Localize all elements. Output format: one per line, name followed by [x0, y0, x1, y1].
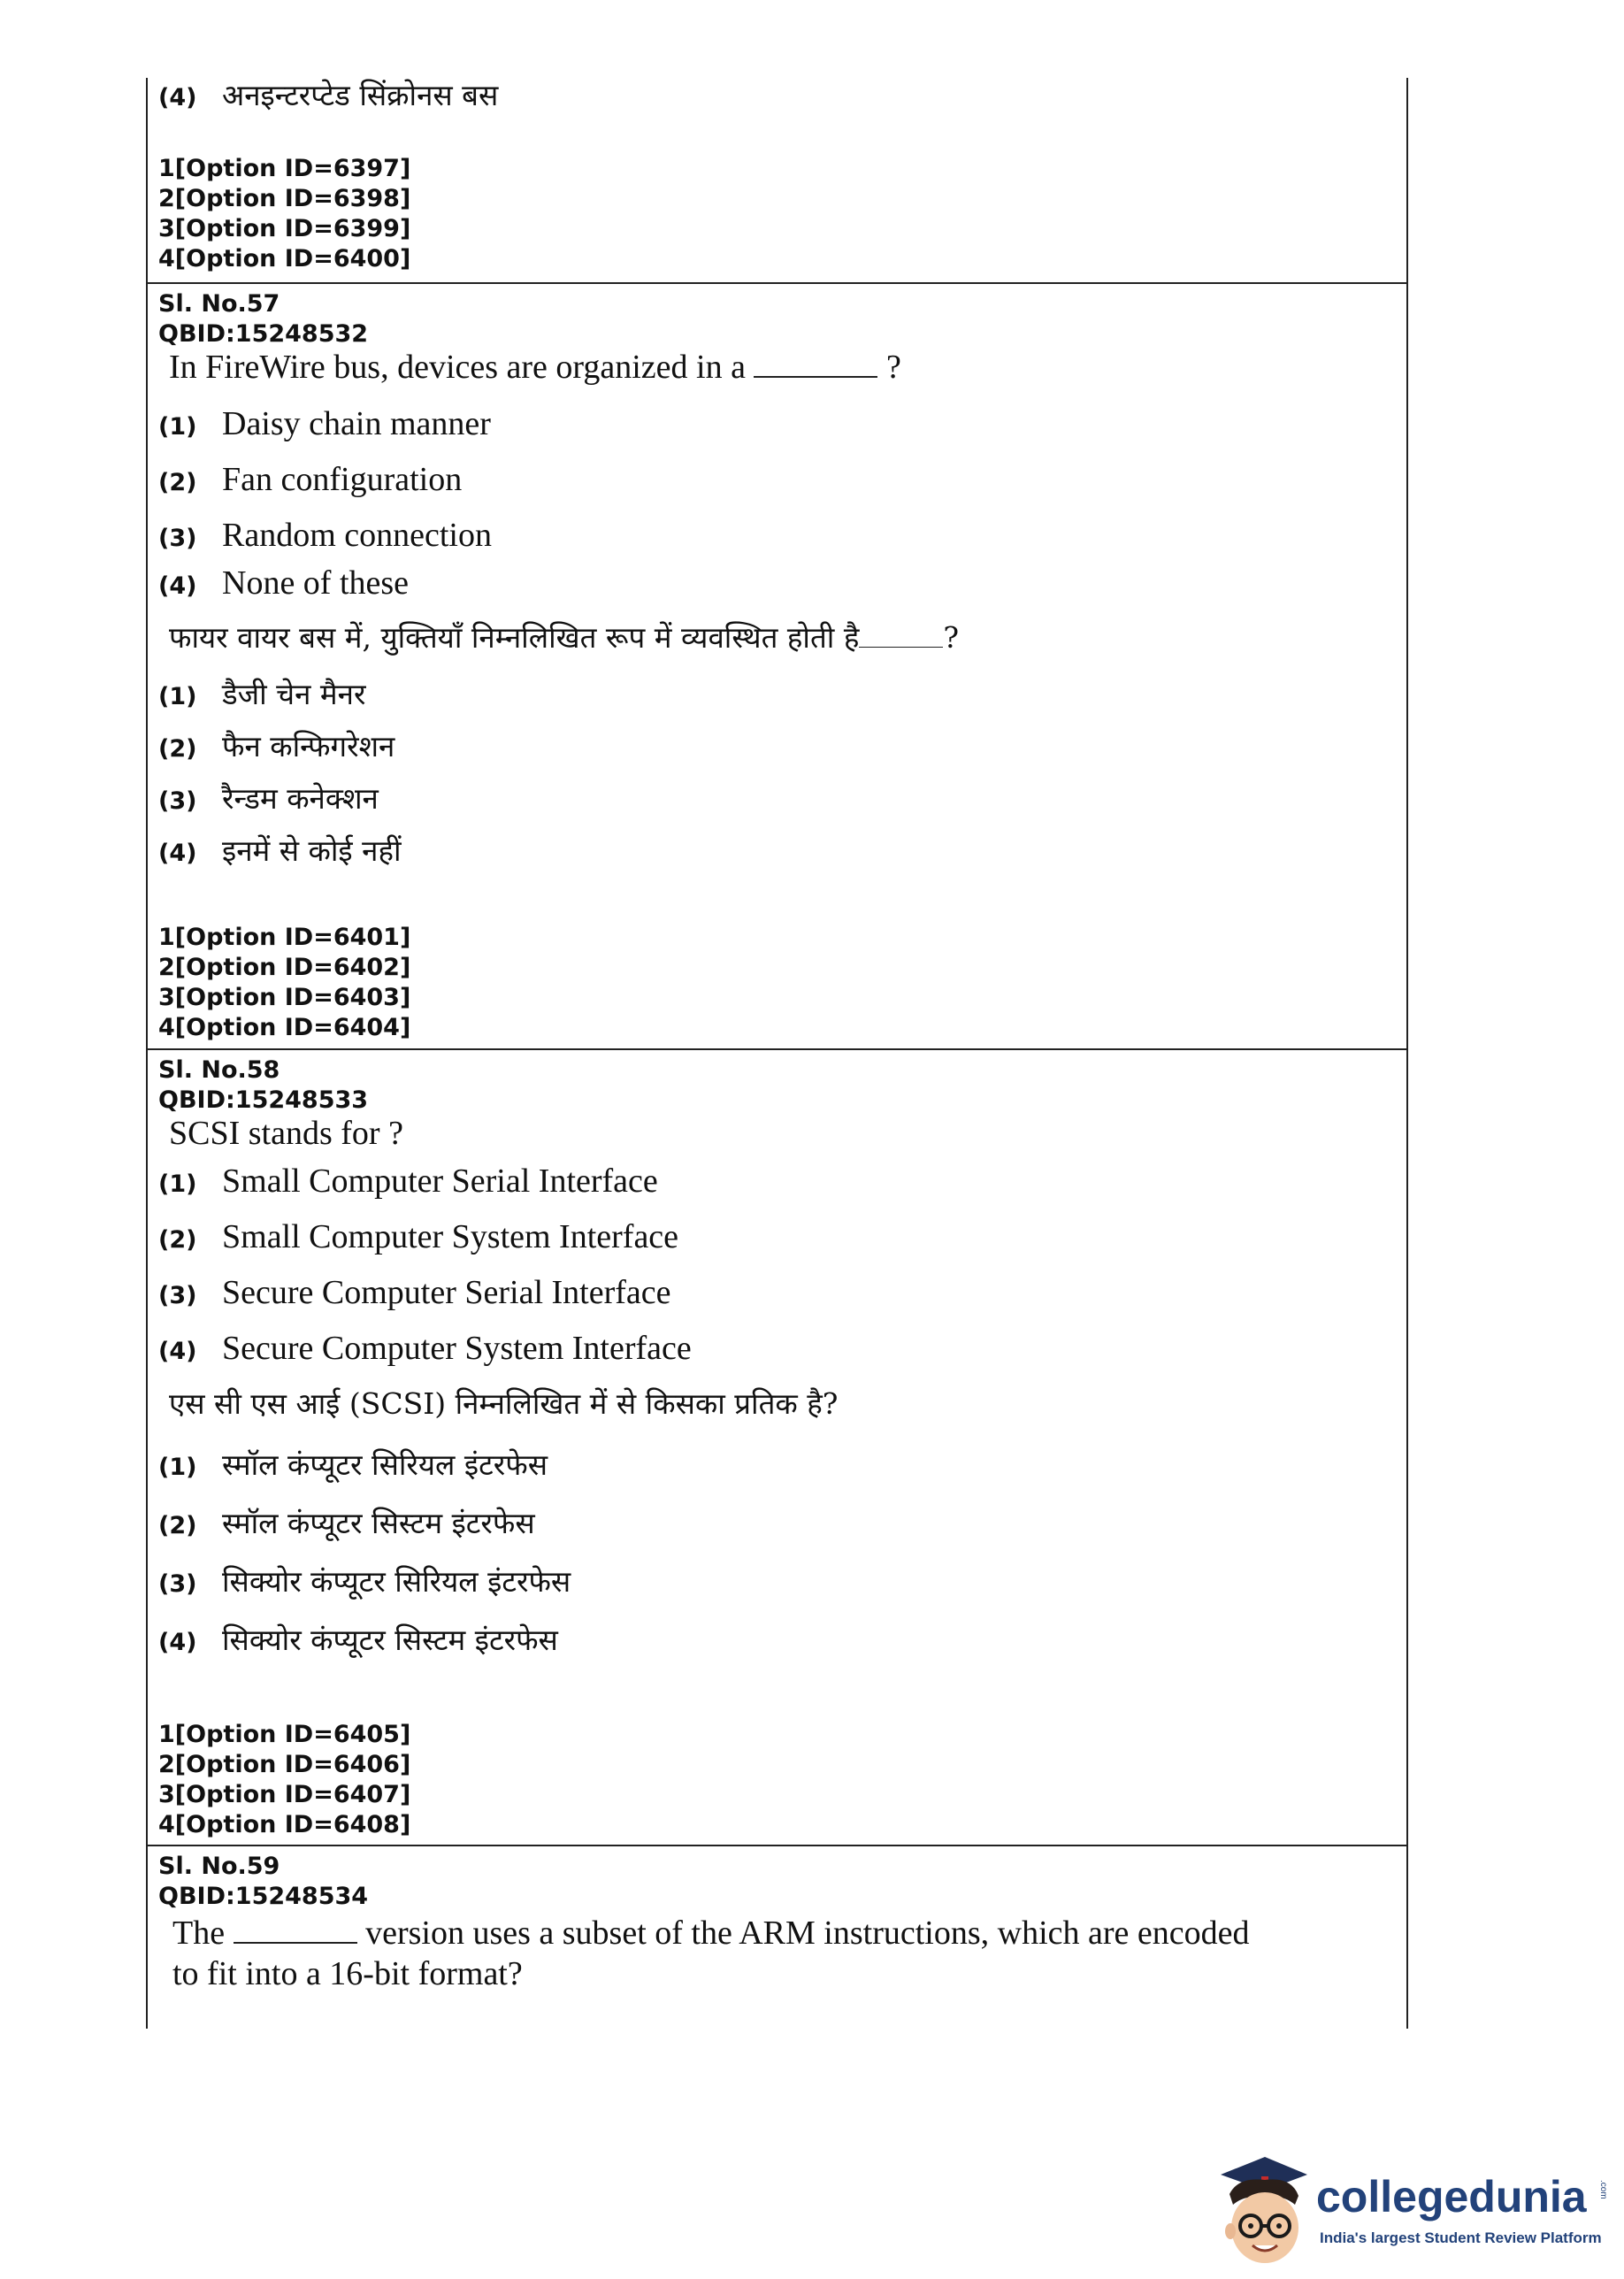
- option-number: (2): [158, 469, 197, 496]
- option-text: अनइन्टरप्टेड सिंक्रोनस बस: [222, 78, 499, 112]
- option-number: (4): [158, 572, 197, 600]
- option-en-4: [158, 564, 409, 602]
- option-id: 4[Option ID=6400]: [158, 245, 411, 272]
- option-hi-2: [158, 1506, 535, 1541]
- option-hi-1: [158, 1447, 548, 1483]
- answer-blank: [859, 624, 943, 648]
- question-58: [148, 1048, 1406, 1845]
- option-number: (3): [158, 1570, 197, 1598]
- option-id: 3[Option ID=6407]: [158, 1781, 411, 1808]
- option-en-3: [158, 516, 492, 555]
- serial-number: Sl. No.57: [158, 290, 280, 318]
- option-number: (2): [158, 1512, 197, 1539]
- option-id: 2[Option ID=6402]: [158, 954, 411, 981]
- option-id: 1[Option ID=6405]: [158, 1721, 411, 1748]
- option-hi-3: [158, 781, 379, 817]
- option-number: (4): [158, 840, 197, 867]
- answer-blank: [754, 349, 877, 378]
- option-text: सिक्योर कंप्यूटर सिरियल इंटरफेस: [222, 1564, 571, 1599]
- option-hi-1: [158, 677, 365, 712]
- serial-number: Sl. No.59: [158, 1853, 280, 1880]
- qbid: QBID:15248532: [158, 320, 369, 348]
- option-number: (1): [158, 413, 197, 441]
- option-en-1: [158, 1162, 658, 1201]
- option-number: (1): [158, 683, 197, 710]
- option-number: (3): [158, 1282, 197, 1309]
- option-en-1: [158, 404, 491, 443]
- question-text-en-line2: to fit into a 16-bit format?: [172, 1955, 523, 1992]
- option-number: (3): [158, 787, 197, 815]
- option-id-list: [158, 1720, 410, 1840]
- option-4: [158, 78, 498, 113]
- logo-tagline: India's largest Student Review Platform: [1320, 2229, 1602, 2246]
- option-number: (4): [158, 84, 197, 111]
- option-text: Secure Computer System Interface: [222, 1330, 692, 1367]
- option-number: (4): [158, 1338, 197, 1365]
- option-text: Secure Computer Serial Interface: [222, 1274, 671, 1311]
- question-text-en: In FireWire bus, devices are organized in a ?: [169, 349, 901, 386]
- option-en-2: [158, 460, 462, 499]
- option-text: रैन्डम कनेक्शन: [222, 781, 379, 816]
- option-en-2: [158, 1217, 678, 1256]
- option-hi-2: [158, 729, 395, 764]
- option-id: 3[Option ID=6403]: [158, 984, 411, 1011]
- option-text: Fan configuration: [222, 461, 463, 498]
- option-number: (2): [158, 735, 197, 763]
- question-56-tail: [148, 78, 1406, 282]
- option-text: इनमें से कोई नहीं: [222, 833, 402, 868]
- option-text: डैजी चेन मैनर: [222, 677, 366, 711]
- option-id: 3[Option ID=6399]: [158, 215, 411, 242]
- option-number: (1): [158, 1170, 197, 1198]
- qbid: QBID:15248533: [158, 1086, 369, 1114]
- option-text: Small Computer Serial Interface: [222, 1163, 658, 1200]
- option-text: स्मॉल कंप्यूटर सिरियल इंटरफेस: [222, 1447, 548, 1482]
- option-id: 2[Option ID=6406]: [158, 1751, 411, 1778]
- option-hi-4: [158, 1623, 558, 1658]
- logo-domain-suffix: .com: [1598, 2180, 1608, 2199]
- option-id-list: [158, 923, 410, 1043]
- option-id: 4[Option ID=6408]: [158, 1811, 411, 1838]
- question-59: [148, 1845, 1406, 2029]
- option-en-4: [158, 1329, 692, 1368]
- question-text-hi: एस सी एस आई (SCSI) निम्नलिखित में से किसका प्रतिक है?: [169, 1386, 839, 1421]
- option-text: Daisy chain manner: [222, 405, 491, 442]
- student-mascot-icon: [1203, 2150, 1318, 2274]
- question-sheet: [146, 78, 1408, 2029]
- option-id: 1[Option ID=6397]: [158, 155, 411, 182]
- option-id: 1[Option ID=6401]: [158, 924, 411, 951]
- qbid: QBID:15248534: [158, 1883, 369, 1910]
- option-hi-3: [158, 1564, 571, 1600]
- logo-name: collegedunia: [1316, 2172, 1587, 2221]
- option-number: (4): [158, 1629, 197, 1656]
- option-text: सिक्योर कंप्यूटर सिस्टम इंटरफेस: [222, 1623, 558, 1657]
- option-id: 4[Option ID=6404]: [158, 1014, 411, 1041]
- option-text: Random connection: [222, 517, 492, 554]
- option-number: (3): [158, 525, 197, 552]
- option-text: Small Computer System Interface: [222, 1218, 679, 1255]
- option-number: (1): [158, 1454, 197, 1481]
- option-text: None of these: [222, 564, 410, 602]
- question-57: [148, 282, 1406, 1048]
- option-text: स्मॉल कंप्यूटर सिस्टम इंटरफेस: [222, 1506, 535, 1540]
- collegedunia-logo: [1203, 2150, 1619, 2274]
- serial-number: Sl. No.58: [158, 1056, 280, 1084]
- question-text-hi: फायर वायर बस में, युक्तियाँ निम्नलिखित रूप में व्यवस्थित होती है ?: [169, 620, 960, 655]
- option-hi-4: [158, 833, 402, 869]
- option-id-list: [158, 154, 410, 274]
- option-number: (2): [158, 1226, 197, 1254]
- answer-blank: [234, 1915, 357, 1944]
- option-text: फैन कन्फिगरेशन: [222, 729, 395, 764]
- question-text-en: The version uses a subset of the ARM instructions, which are encoded: [172, 1915, 1250, 1952]
- question-text-en: SCSI stands for ?: [169, 1115, 403, 1152]
- option-en-3: [158, 1273, 671, 1312]
- option-id: 2[Option ID=6398]: [158, 185, 411, 212]
